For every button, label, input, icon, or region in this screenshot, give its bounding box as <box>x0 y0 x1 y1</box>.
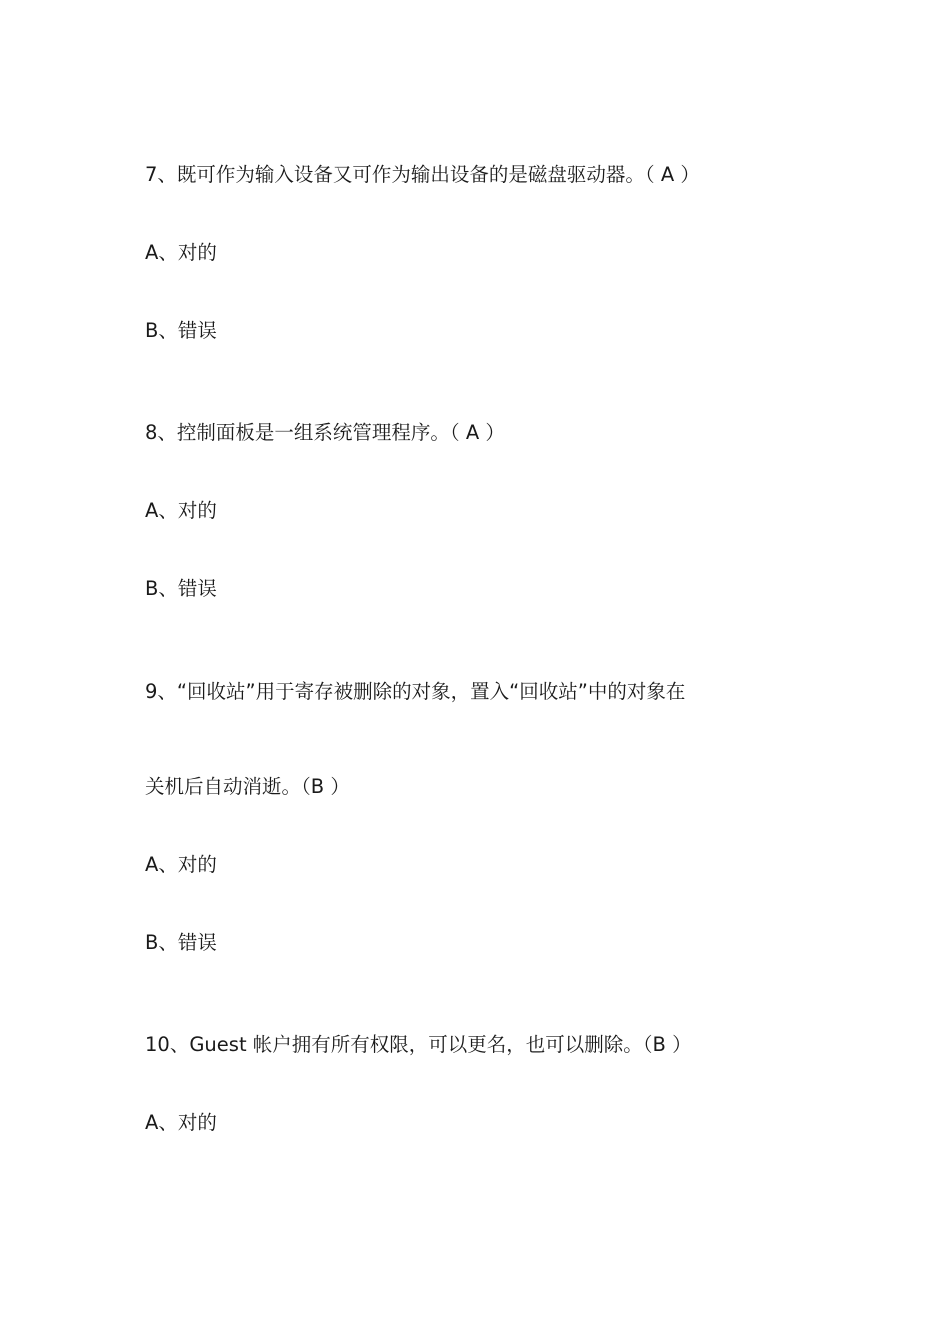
question-9-option-a: A、对的 <box>145 853 217 876</box>
question-8-option-b: B、错误 <box>145 577 217 600</box>
question-8-option-a: A、对的 <box>145 499 217 522</box>
question-10-option-a: A、对的 <box>145 1111 217 1134</box>
question-9-stem-line-1: 9、“回收站”用于寄存被删除的对象，置入“回收站”中的对象在 <box>145 680 686 703</box>
question-7-option-a: A、对的 <box>145 241 217 264</box>
question-9-stem-line-2: 关机后自动消逝。（B ） <box>145 775 350 798</box>
question-8-stem: 8、控制面板是一组系统管理程序。（ A ） <box>145 421 505 444</box>
question-10-stem: 10、Guest 帐户拥有所有权限，可以更名，也可以删除。（B ） <box>145 1033 692 1056</box>
question-7-option-b: B、错误 <box>145 319 217 342</box>
question-9-option-b: B、错误 <box>145 931 217 954</box>
question-7-stem: 7、既可作为输入设备又可作为输出设备的是磁盘驱动器。（ A ） <box>145 163 700 186</box>
